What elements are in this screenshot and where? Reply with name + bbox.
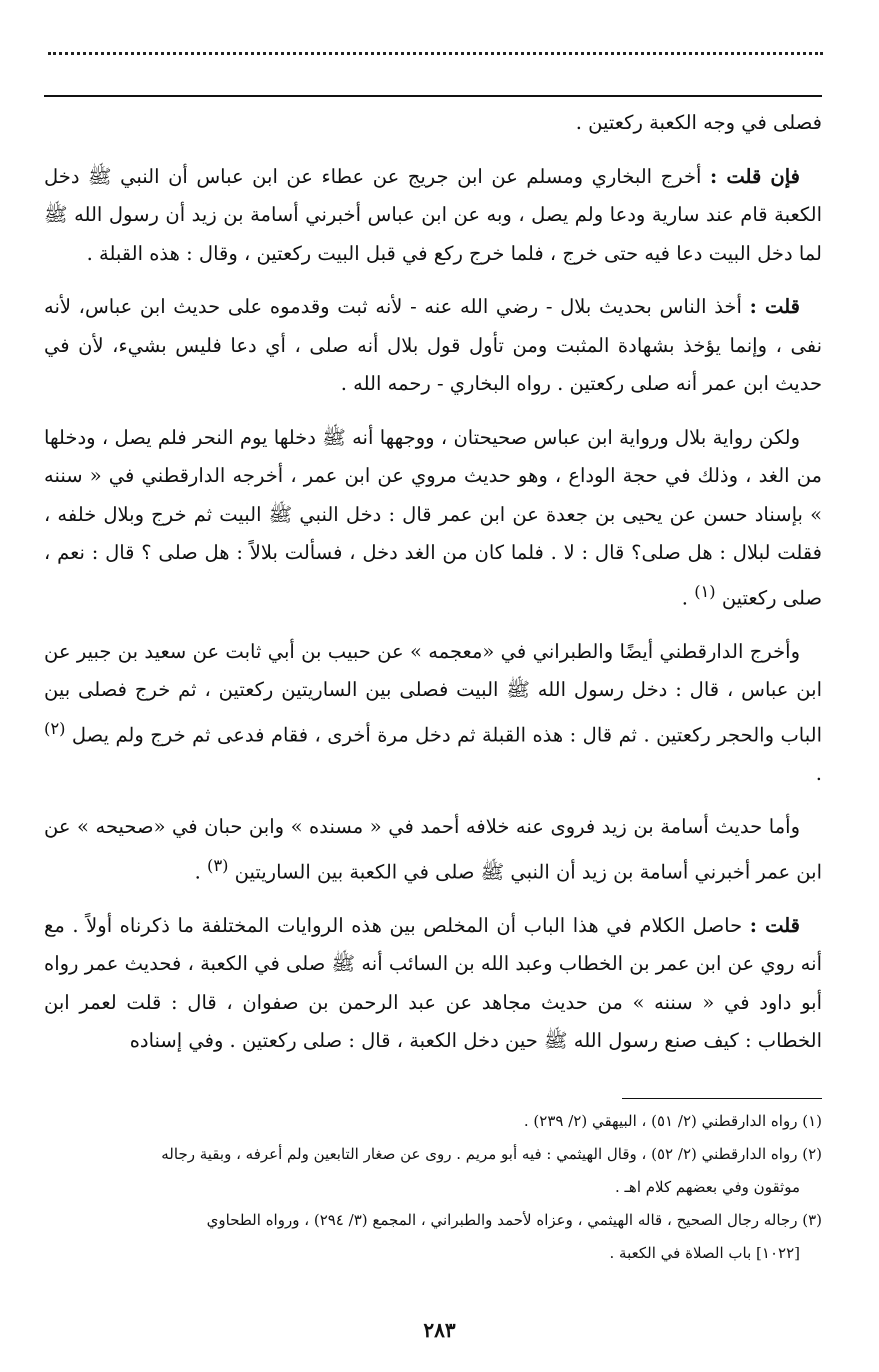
paragraph-conclusion: قلت : حاصل الكلام في هذا الباب أن المخلص بين هذه الروايات المختلفة ما ذكرناه أولاً . مع أنه روي عن ابن عمر بن الخطاب وعبد الله بن السائب أنه ﷺ صلى في الكعبة ، فحديث عمر رواه أبو داود في « سننه » من حديث مجاهد عن عبد الرحمن بن صفوان ، قال : قلت لعمر ابن الخطاب : كيف صنع رسول الله ﷺ حين دخل الكعبة ، قال : صلى ركعتين . وفي إسناده <box>44 913 822 1052</box>
paragraph-continuation: فصلى في وجه الكعبة ركعتين . <box>575 111 822 134</box>
paragraph-reply: قلت : أخذ الناس بحديث بلال - رضي الله عنه - لأنه ثبت وقدموه على حديث ابن عباس، لأنه نفى ، وإنما يؤخذ بشهادة المثبت ومن تأول قول بلال أنه صلى ، أي دعا فليس بشيء، لأن في حديث ابن عمر أنه صلى ركعتين . رواه البخاري - رحمه الله . <box>44 295 822 395</box>
footnote-1: (١) رواه الدارقطني (٢/ ٥١) ، البيهقي (٢/ ٢٣٩) . <box>523 1112 822 1130</box>
paragraph-usama: وأما حديث أسامة بن زيد فروى عنه خلافه أحمد في « مسنده » وابن حبان في «صحيحه » عن ابن عمر أخبرني أسامة بن زيد أن النبي ﷺ صلى في الكعبة بين الساريتين $^{(٣)}$ . <box>44 815 822 883</box>
paragraph-lead: قلت : <box>749 295 800 318</box>
page-number: ٢٨٣ <box>423 1318 456 1342</box>
footnote-ref-1: (١) <box>694 581 716 601</box>
footnote-3: (٣) رجاله رجال الصحيح ، قاله الهيثمي ، وعزاه لأحمد والطبراني ، المجمع (٣/ ٢٩٤) ، ورواه الطحاوي <box>206 1211 822 1229</box>
footnote-ref-2: (٢) <box>44 718 66 738</box>
footnote-3-continuation: [١٠٢٢] باب الصلاة في الكعبة . <box>609 1244 800 1262</box>
header-rule <box>44 95 822 97</box>
paragraph-objection: فإن قلت : أخرج البخاري ومسلم عن ابن جريج عن عطاء عن ابن عباس أن النبي ﷺ دخل الكعبة قام عند سارية ودعا ولم يصل ، وبه عن ابن عباس أخبرني أسامة بن زيد أن رسول الله ﷺ لما دخل البيت دعا فيه حتى خرج ، فلما خرج ركع في قبل البيت ركعتين ، وقال : هذه القبلة . <box>44 164 822 265</box>
footnote-2-continuation: موثقون وفي بعضهم كلام اهـ . <box>614 1178 800 1196</box>
footnote-separator <box>622 1098 822 1099</box>
footnote-2: (٢) رواه الدارقطني (٢/ ٥٢) ، وقال الهيثمي : فيه أبو مريم . روى عن صغار التابعين ولم أعرفه ، وبقية رجاله <box>161 1145 822 1163</box>
footnote-ref-3: (٣) <box>206 855 229 875</box>
main-text <box>44 104 822 1076</box>
paragraph-lead: قلت : <box>749 913 800 937</box>
paragraph-daraqutni: وأخرج الدارقطني أيضًا والطبراني في «معجمه » عن حبيب بن أبي ثابت عن سعيد بن جبير عن ابن عباس ، قال : دخل رسول الله ﷺ البيت فصلى بين الساريتين ركعتين ، ثم خرج فصلى بين الباب والحجر ركعتين . ثم قال : هذه القبلة ثم دخل مرة أخرى ، فقام فدعى ثم خرج ولم يصل $^{(٢)}$ . <box>44 639 822 785</box>
paragraph-reconciliation: ولكن رواية بلال ورواية ابن عباس صحيحتان ، ووجهها أنه ﷺ دخلها يوم النحر فلم يصل ، ودخلها من الغد ، وذلك في حجة الوداع ، وهو حديث مروي عن ابن عمر ، أخرجه الدارقطني في « سننه » بإسناد حسن عن يحيى بن جعدة عن ابن عمر قال : دخل النبي ﷺ البيت ثم خرج وبلال خلفه ، فقلت لبلال : هل صلى؟ قال : لا . فلما كان من الغد دخل ، فسألت بلالاً : هل صلى ؟ قال : نعم ، صلى ركعتين $^{(١)}$ . <box>44 425 822 609</box>
footnotes <box>44 1105 822 1270</box>
paragraph-lead: فإن قلت : <box>710 164 800 188</box>
header-dotted-line <box>48 52 823 55</box>
